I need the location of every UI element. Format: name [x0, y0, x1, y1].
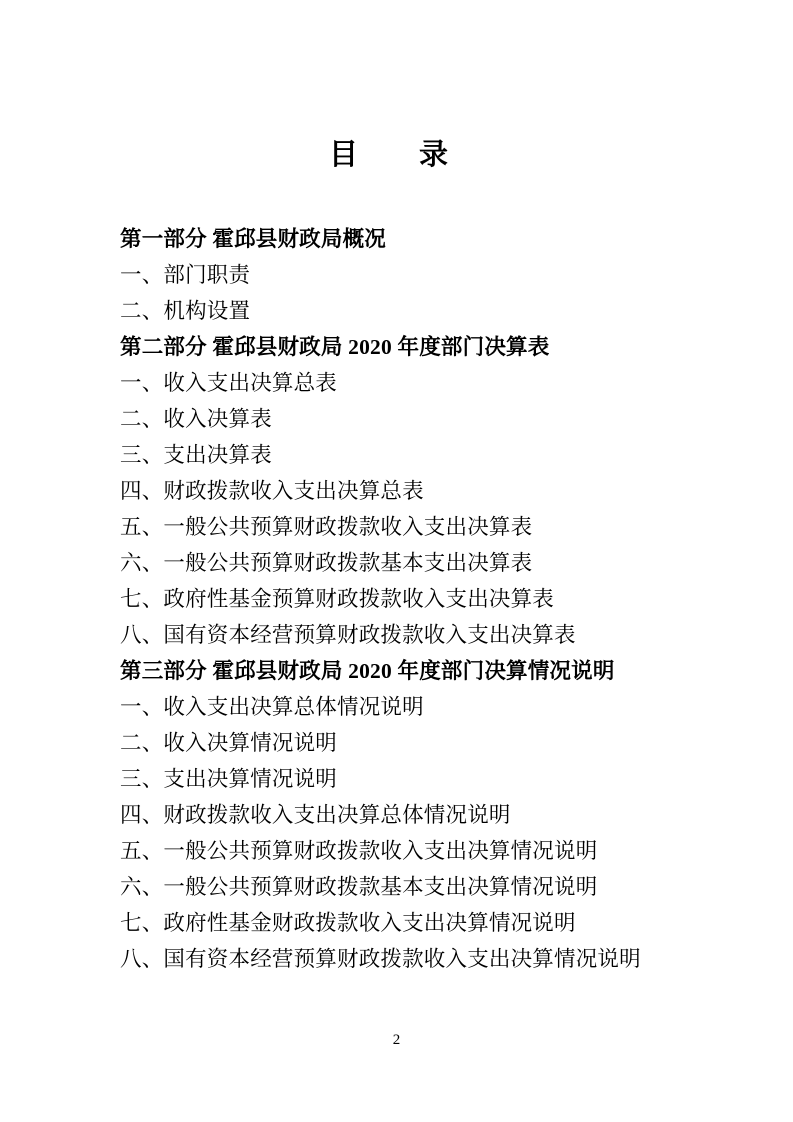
page-title: 目 录 — [328, 139, 464, 171]
toc-item-entry[interactable]: 一、收入支出决算总表 — [120, 371, 338, 395]
toc-part-entry[interactable]: 第一部分 霍邱县财政局概况 — [120, 227, 386, 251]
toc-item-entry[interactable]: 六、一般公共预算财政拨款基本支出决算表 — [120, 551, 533, 575]
page-number: 2 — [392, 1032, 401, 1048]
table-of-contents — [0, 221, 793, 977]
toc-item-entry[interactable]: 五、一般公共预算财政拨款收入支出决算表 — [120, 515, 533, 539]
toc-item-entry[interactable]: 七、政府性基金预算财政拨款收入支出决算表 — [120, 587, 555, 611]
toc-item-entry[interactable]: 一、收入支出决算总体情况说明 — [120, 695, 424, 719]
toc-item-entry[interactable]: 四、财政拨款收入支出决算总体情况说明 — [120, 803, 511, 827]
toc-item-entry[interactable]: 四、财政拨款收入支出决算总表 — [120, 479, 424, 503]
toc-item-entry[interactable]: 二、收入决算情况说明 — [120, 731, 338, 755]
toc-item-entry[interactable]: 八、国有资本经营预算财政拨款收入支出决算表 — [120, 623, 576, 647]
toc-item-entry[interactable]: 三、支出决算表 — [120, 443, 272, 467]
toc-item-entry[interactable]: 二、收入决算表 — [120, 407, 272, 431]
toc-item-entry[interactable]: 六、一般公共预算财政拨款基本支出决算情况说明 — [120, 875, 598, 899]
toc-item-entry[interactable]: 三、支出决算情况说明 — [120, 767, 338, 791]
toc-item-entry[interactable]: 一、部门职责 — [120, 263, 251, 287]
toc-item-entry[interactable]: 二、机构设置 — [120, 299, 251, 323]
toc-part-entry[interactable]: 第三部分 霍邱县财政局 2020 年度部门决算情况说明 — [120, 659, 615, 683]
toc-part-entry[interactable]: 第二部分 霍邱县财政局 2020 年度部门决算表 — [120, 335, 550, 359]
toc-item-entry[interactable]: 七、政府性基金财政拨款收入支出决算情况说明 — [120, 911, 576, 935]
toc-item-entry[interactable]: 八、国有资本经营预算财政拨款收入支出决算情况说明 — [120, 947, 641, 971]
toc-item-entry[interactable]: 五、一般公共预算财政拨款收入支出决算情况说明 — [120, 839, 598, 863]
